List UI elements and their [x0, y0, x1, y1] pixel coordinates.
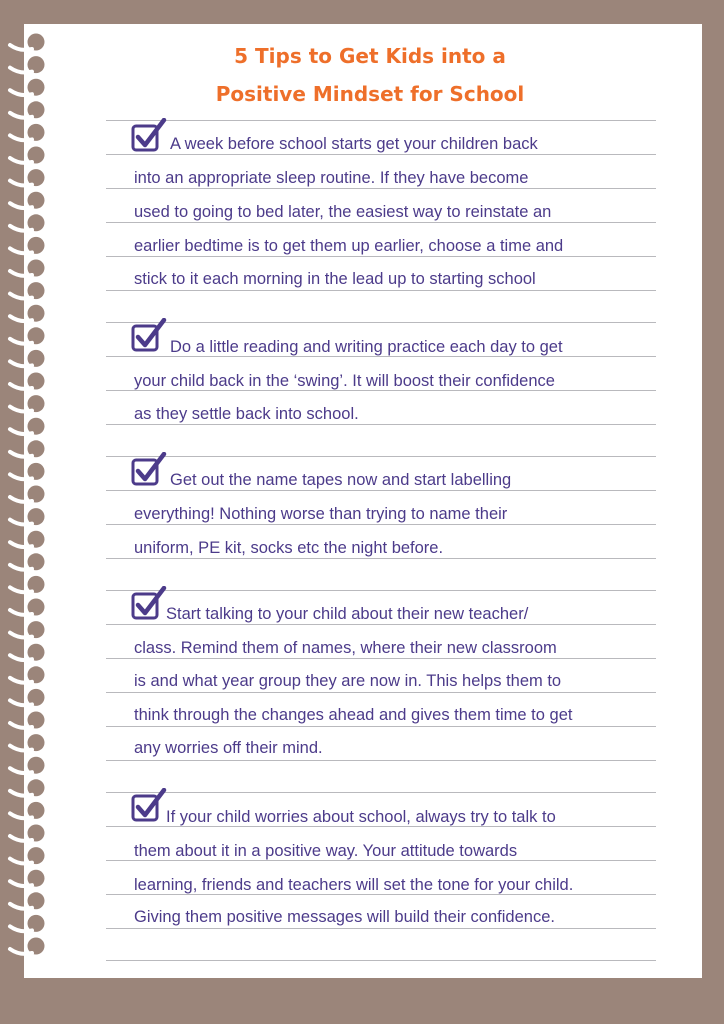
tip-text-line: Start talking to your child about their new teacher/ — [166, 605, 529, 623]
page-title-line-1: 5 Tips to Get Kids into a — [234, 44, 506, 68]
tip-text-line: uniform, PE kit, socks etc the night before. — [134, 539, 444, 557]
tip-text-line: everything! Nothing worse than trying to name their — [134, 505, 508, 523]
tip-text-line: into an appropriate sleep routine. If they have become — [134, 169, 529, 187]
tip-text-line: is and what year group they are now in. This helps them to — [134, 672, 562, 690]
tip-text-line: your child back in the ‘swing’. It will boost their confidence — [134, 372, 555, 390]
tip-text-line: learning, friends and teachers will set the tone for your child. — [134, 876, 574, 894]
checkbox-checked-icon — [130, 318, 170, 354]
checkbox-checked-icon — [130, 586, 170, 622]
tip-text-line: stick to it each morning in the lead up to starting school — [134, 270, 536, 288]
tip-text-line: used to going to bed later, the easiest way to reinstate an — [134, 203, 552, 221]
tip-text-line: earlier bedtime is to get them up earlier, choose a time and — [134, 237, 564, 255]
ruled-line — [106, 322, 656, 323]
tip-text-line: think through the changes ahead and gives them time to get — [134, 706, 573, 724]
ruled-line — [106, 792, 656, 793]
tip-text-line: any worries off their mind. — [134, 739, 323, 757]
tip-text-line: Do a little reading and writing practice each day to get — [170, 338, 563, 356]
page-title-line-2: Positive Mindset for School — [215, 82, 525, 106]
tip-text-line: If your child worries about school, always try to talk to — [166, 808, 556, 826]
ruled-line — [106, 960, 656, 961]
checkbox-checked-icon — [130, 788, 170, 824]
tip-text-line: A week before school starts get your children back — [170, 135, 538, 153]
checkbox-checked-icon — [130, 118, 170, 154]
tip-text-line: them about it in a positive way. Your attitude towards — [134, 842, 518, 860]
checkbox-checked-icon — [130, 452, 170, 488]
tip-text-line: Giving them positive messages will build their confidence. — [134, 908, 555, 926]
tip-text-line: as they settle back into school. — [134, 405, 359, 423]
ruled-line — [106, 590, 656, 591]
ruled-line — [106, 120, 656, 121]
tip-text-line: class. Remind them of names, where their new classroom — [134, 639, 557, 657]
tip-text-line: Get out the name tapes now and start labelling — [170, 471, 512, 489]
ruled-line — [106, 456, 656, 457]
spiral-binding — [0, 0, 60, 1024]
